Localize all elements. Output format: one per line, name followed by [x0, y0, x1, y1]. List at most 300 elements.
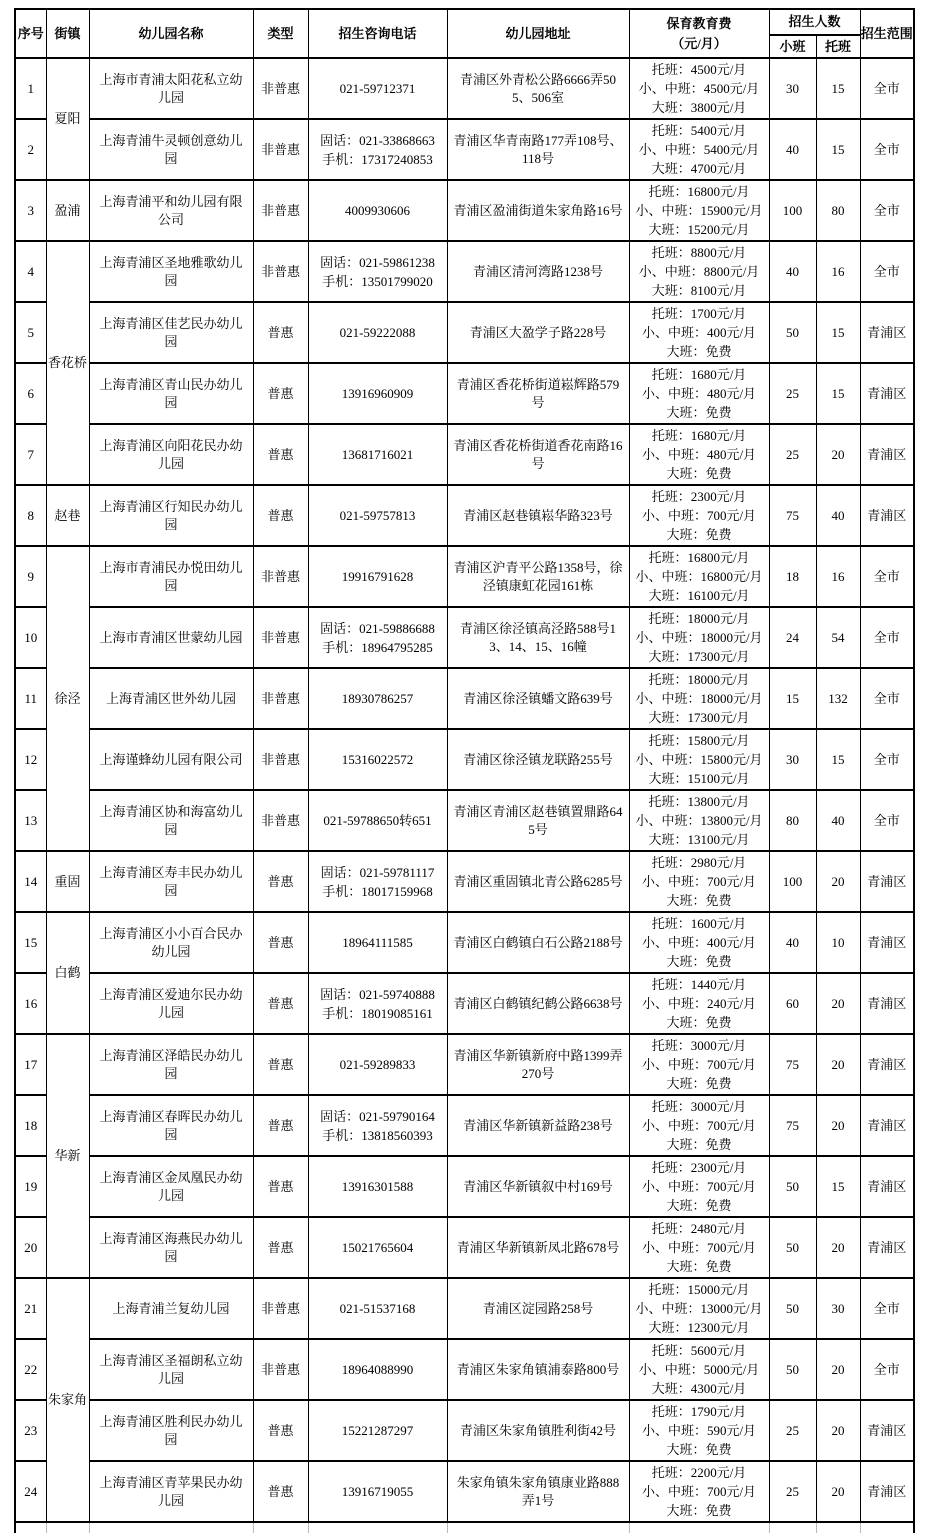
serial-cell: 17	[15, 1034, 46, 1095]
table-row	[15, 729, 914, 790]
fee-line: 大班：免费	[666, 466, 732, 481]
fee-line: 大班：免费	[666, 527, 732, 542]
type-cell: 普惠	[253, 485, 308, 546]
phone-cell	[308, 485, 447, 546]
phone-cell	[308, 1034, 447, 1095]
serial-cell: 11	[15, 668, 46, 729]
address-cell: 青浦区华新镇叙中村169号	[447, 1156, 629, 1217]
serial-cell: 2	[15, 119, 46, 180]
table-row	[15, 119, 914, 180]
name-cell: 上海青浦区向阳花民办幼儿园	[89, 424, 253, 485]
fee-line: 托班：2480元/月	[651, 1221, 747, 1236]
table-row	[15, 1095, 914, 1156]
fee-cell	[629, 1095, 769, 1156]
nursery-class-count-cell: 10	[816, 912, 860, 973]
fee-line: 大班：16100元/月	[648, 588, 750, 603]
scope-cell: 青浦区	[860, 1461, 914, 1522]
cropped-next-row	[15, 1522, 914, 1533]
small-class-count-cell: 100	[769, 180, 816, 241]
phone-cell	[308, 973, 447, 1034]
small-class-count-cell: 50	[769, 1156, 816, 1217]
phone-cell	[308, 1339, 447, 1400]
phone-line: 18964088990	[341, 1362, 414, 1377]
fee-line: 小、中班：13800元/月	[635, 813, 763, 828]
nursery-class-count-cell: 20	[816, 1461, 860, 1522]
fee-cell	[629, 912, 769, 973]
small-class-count-cell: 50	[769, 1339, 816, 1400]
small-class-count-cell: 24	[769, 607, 816, 668]
type-cell: 普惠	[253, 912, 308, 973]
name-cell: 上海青浦区青苹果民办幼儿园	[89, 1461, 253, 1522]
serial-cell: 8	[15, 485, 46, 546]
phone-line: 固话：021-59861238	[320, 254, 435, 270]
nursery-class-count-cell: 30	[816, 1278, 860, 1339]
town-cell: 香花桥	[46, 241, 89, 485]
small-class-count-cell: 25	[769, 363, 816, 424]
fee-line: 小、中班：15900元/月	[635, 203, 763, 218]
table-row	[15, 912, 914, 973]
name-cell: 上海青浦区春晖民办幼儿园	[89, 1095, 253, 1156]
phone-line: 固话：021-59886688	[320, 620, 435, 636]
nursery-class-count-cell: 16	[816, 546, 860, 607]
fee-line: 小、中班：18000元/月	[635, 691, 763, 706]
small-class-count-cell: 25	[769, 424, 816, 485]
small-class-count-cell: 40	[769, 241, 816, 302]
fee-cell	[629, 363, 769, 424]
type-cell: 普惠	[253, 973, 308, 1034]
fee-line: 托班：4500元/月	[651, 62, 747, 77]
scope-cell: 青浦区	[860, 1156, 914, 1217]
nursery-class-count-cell: 132	[816, 668, 860, 729]
fee-line: 小、中班：400元/月	[641, 935, 757, 950]
type-cell: 普惠	[253, 1461, 308, 1522]
type-cell: 非普惠	[253, 58, 308, 119]
fee-line: 大班：免费	[666, 1503, 732, 1518]
table-row	[15, 851, 914, 912]
table-row	[15, 241, 914, 302]
address-cell: 青浦区外青松公路6666弄505、506室	[447, 58, 629, 119]
fee-line: 小、中班：8800元/月	[638, 264, 760, 279]
cropped-cell	[253, 1522, 308, 1533]
fee-line: 托班：18000元/月	[648, 611, 750, 626]
name-cell: 上海青浦区爱迪尔民办幼儿园	[89, 973, 253, 1034]
type-cell: 普惠	[253, 1217, 308, 1278]
scope-cell: 青浦区	[860, 1034, 914, 1095]
town-cell: 盈浦	[46, 180, 89, 241]
name-cell: 上海青浦平和幼儿园有限公司	[89, 180, 253, 241]
phone-line: 19916791628	[341, 569, 414, 584]
phone-line: 15316022572	[341, 752, 414, 767]
fee-line: 托班：1680元/月	[651, 367, 747, 382]
name-cell: 上海青浦区金凤凰民办幼儿园	[89, 1156, 253, 1217]
name-cell: 上海青浦区行知民办幼儿园	[89, 485, 253, 546]
cropped-cell	[629, 1522, 769, 1533]
fee-line: 大班：免费	[666, 1259, 732, 1274]
header-serial: 序号	[15, 9, 46, 58]
scope-cell: 青浦区	[860, 912, 914, 973]
nursery-class-count-cell: 15	[816, 58, 860, 119]
header-small-class: 小班	[769, 35, 816, 58]
nursery-class-count-cell: 15	[816, 729, 860, 790]
phone-cell	[308, 851, 447, 912]
address-cell: 青浦区清河湾路1238号	[447, 241, 629, 302]
kindergarten-table-body	[15, 58, 914, 1533]
serial-cell: 7	[15, 424, 46, 485]
fee-line: 托班：2980元/月	[651, 855, 747, 870]
table-row	[15, 607, 914, 668]
table-row	[15, 302, 914, 363]
serial-cell: 24	[15, 1461, 46, 1522]
type-cell: 非普惠	[253, 241, 308, 302]
name-cell: 上海青浦区泽皓民办幼儿园	[89, 1034, 253, 1095]
fee-line: 小、中班：5400元/月	[638, 142, 760, 157]
phone-cell	[308, 668, 447, 729]
small-class-count-cell: 50	[769, 302, 816, 363]
table-row	[15, 546, 914, 607]
phone-line: 13916960909	[341, 386, 414, 401]
header-fee	[629, 9, 769, 58]
scope-cell: 青浦区	[860, 1400, 914, 1461]
type-cell: 普惠	[253, 1034, 308, 1095]
header-town: 街镇	[46, 9, 89, 58]
fee-cell	[629, 546, 769, 607]
fee-line: 小、中班：700元/月	[641, 1484, 757, 1499]
phone-cell	[308, 241, 447, 302]
fee-cell	[629, 180, 769, 241]
table-row	[15, 1156, 914, 1217]
header-nursery-class: 托班	[816, 35, 860, 58]
fee-line: 托班：3000元/月	[651, 1099, 747, 1114]
fee-line: 托班：5600元/月	[651, 1343, 747, 1358]
fee-line: 大班：免费	[666, 954, 732, 969]
nursery-class-count-cell: 20	[816, 1095, 860, 1156]
type-cell: 非普惠	[253, 607, 308, 668]
phone-line: 固话：021-33868663	[320, 132, 435, 148]
serial-cell: 3	[15, 180, 46, 241]
fee-cell	[629, 119, 769, 180]
nursery-class-count-cell: 15	[816, 363, 860, 424]
phone-line: 18964111585	[342, 935, 413, 950]
fee-line: 大班：15200元/月	[648, 222, 750, 237]
header-phone: 招生咨询电话	[308, 9, 447, 58]
table-header	[15, 9, 914, 58]
fee-line: 大班：15100元/月	[648, 771, 750, 786]
type-cell: 非普惠	[253, 180, 308, 241]
cropped-cell	[816, 1522, 860, 1533]
nursery-class-count-cell: 16	[816, 241, 860, 302]
fee-cell	[629, 302, 769, 363]
small-class-count-cell: 30	[769, 58, 816, 119]
address-cell: 青浦区青浦区赵巷镇置鼎路645号	[447, 790, 629, 851]
fee-cell	[629, 241, 769, 302]
table-row	[15, 1339, 914, 1400]
town-cell: 夏阳	[46, 58, 89, 180]
serial-cell: 10	[15, 607, 46, 668]
serial-cell: 13	[15, 790, 46, 851]
fee-line: 小、中班：700元/月	[641, 508, 757, 523]
address-cell: 青浦区华新镇新府中路1399弄270号	[447, 1034, 629, 1095]
nursery-class-count-cell: 40	[816, 790, 860, 851]
name-cell: 上海青浦区世外幼儿园	[89, 668, 253, 729]
phone-cell	[308, 180, 447, 241]
fee-line: 托班：5400元/月	[651, 123, 747, 138]
type-cell: 普惠	[253, 851, 308, 912]
type-cell: 非普惠	[253, 668, 308, 729]
type-cell: 普惠	[253, 1156, 308, 1217]
scope-cell: 全市	[860, 729, 914, 790]
address-cell: 青浦区徐泾镇蟠文路639号	[447, 668, 629, 729]
address-cell: 青浦区白鹤镇纪鹤公路6638号	[447, 973, 629, 1034]
fee-cell	[629, 1156, 769, 1217]
address-cell: 青浦区徐泾镇高泾路588号13、14、15、16幢	[447, 607, 629, 668]
fee-line: 小、中班：700元/月	[641, 1057, 757, 1072]
nursery-class-count-cell: 80	[816, 180, 860, 241]
type-cell: 非普惠	[253, 1339, 308, 1400]
fee-cell	[629, 1461, 769, 1522]
nursery-class-count-cell: 54	[816, 607, 860, 668]
table-row	[15, 1217, 914, 1278]
name-cell: 上海市青浦区世蒙幼儿园	[89, 607, 253, 668]
header-name: 幼儿园名称	[89, 9, 253, 58]
table-row	[15, 1034, 914, 1095]
fee-line: 大班：17300元/月	[648, 710, 750, 725]
fee-line: 大班：8100元/月	[651, 283, 747, 298]
type-cell: 普惠	[253, 1095, 308, 1156]
small-class-count-cell: 30	[769, 729, 816, 790]
phone-line: 021-59757813	[339, 508, 416, 523]
small-class-count-cell: 40	[769, 119, 816, 180]
fee-cell	[629, 1217, 769, 1278]
phone-line: 021-59712371	[339, 81, 416, 96]
address-cell: 青浦区赵巷镇崧华路323号	[447, 485, 629, 546]
header-address: 幼儿园地址	[447, 9, 629, 58]
phone-line: 固话：021-59790164	[320, 1108, 435, 1124]
phone-cell	[308, 119, 447, 180]
serial-cell: 9	[15, 546, 46, 607]
phone-line: 13916301588	[341, 1179, 414, 1194]
cropped-cell	[46, 1522, 89, 1533]
small-class-count-cell: 25	[769, 1461, 816, 1522]
fee-line: 大班：17300元/月	[648, 649, 750, 664]
name-cell: 上海青浦区青山民办幼儿园	[89, 363, 253, 424]
scope-cell: 青浦区	[860, 485, 914, 546]
phone-cell	[308, 607, 447, 668]
fee-line: 大班：免费	[666, 1015, 732, 1030]
table-row	[15, 790, 914, 851]
phone-line: 13916719055	[341, 1484, 414, 1499]
table-row	[15, 1461, 914, 1522]
nursery-class-count-cell: 20	[816, 973, 860, 1034]
header-fee-title: 保育教育费	[666, 15, 732, 31]
scope-cell: 青浦区	[860, 851, 914, 912]
fee-cell	[629, 1339, 769, 1400]
town-cell: 朱家角	[46, 1278, 89, 1522]
phone-line: 手机：13501799020	[322, 273, 433, 289]
phone-cell	[308, 729, 447, 790]
town-cell: 赵巷	[46, 485, 89, 546]
address-cell: 青浦区华新镇新凤北路678号	[447, 1217, 629, 1278]
fee-line: 大班：免费	[666, 405, 732, 420]
name-cell: 上海青浦区海燕民办幼儿园	[89, 1217, 253, 1278]
small-class-count-cell: 40	[769, 912, 816, 973]
phone-line: 固话：021-59781117	[320, 864, 435, 880]
fee-line: 大班：12300元/月	[648, 1320, 750, 1335]
header-fee-unit: （元/月）	[671, 35, 727, 51]
address-cell: 青浦区徐泾镇龙联路255号	[447, 729, 629, 790]
phone-line: 021-59222088	[339, 325, 416, 340]
name-cell: 上海市青浦民办悦田幼儿园	[89, 546, 253, 607]
type-cell: 非普惠	[253, 790, 308, 851]
phone-line: 手机：18017159968	[322, 883, 433, 899]
scope-cell: 全市	[860, 58, 914, 119]
scope-cell: 全市	[860, 607, 914, 668]
address-cell: 青浦区华青南路177弄108号、118号	[447, 119, 629, 180]
town-cell: 白鹤	[46, 912, 89, 1034]
fee-line: 托班：16800元/月	[648, 184, 750, 199]
fee-cell	[629, 668, 769, 729]
scope-cell: 青浦区	[860, 302, 914, 363]
phone-cell	[308, 1461, 447, 1522]
cropped-cell	[860, 1522, 914, 1533]
small-class-count-cell: 75	[769, 1095, 816, 1156]
phone-line: 15021765604	[341, 1240, 414, 1255]
fee-line: 小、中班：240元/月	[641, 996, 757, 1011]
serial-cell: 14	[15, 851, 46, 912]
fee-line: 托班：1440元/月	[651, 977, 747, 992]
fee-line: 大班：4700元/月	[651, 161, 747, 176]
fee-line: 小、中班：700元/月	[641, 874, 757, 889]
header-type: 类型	[253, 9, 308, 58]
phone-cell	[308, 790, 447, 851]
fee-line: 大班：免费	[666, 893, 732, 908]
fee-line: 大班：4300元/月	[651, 1381, 747, 1396]
phone-line: 固话：021-59740888	[320, 986, 435, 1002]
fee-cell	[629, 424, 769, 485]
fee-line: 小、中班：16800元/月	[635, 569, 763, 584]
phone-cell	[308, 1156, 447, 1217]
cropped-cell	[15, 1522, 46, 1533]
fee-line: 小、中班：700元/月	[641, 1179, 757, 1194]
type-cell: 非普惠	[253, 729, 308, 790]
address-cell: 青浦区大盈学子路228号	[447, 302, 629, 363]
fee-line: 托班：18000元/月	[648, 672, 750, 687]
fee-cell	[629, 607, 769, 668]
small-class-count-cell: 100	[769, 851, 816, 912]
name-cell: 上海青浦区协和海富幼儿园	[89, 790, 253, 851]
address-cell: 青浦区朱家角镇浦泰路800号	[447, 1339, 629, 1400]
fee-line: 小、中班：4500元/月	[638, 81, 760, 96]
phone-cell	[308, 363, 447, 424]
table-row	[15, 1278, 914, 1339]
serial-cell: 5	[15, 302, 46, 363]
fee-line: 大班：免费	[666, 1442, 732, 1457]
serial-cell: 23	[15, 1400, 46, 1461]
serial-cell: 12	[15, 729, 46, 790]
small-class-count-cell: 75	[769, 1034, 816, 1095]
phone-line: 手机：18964795285	[322, 639, 433, 655]
fee-line: 大班：3800元/月	[651, 100, 747, 115]
type-cell: 非普惠	[253, 119, 308, 180]
phone-cell	[308, 424, 447, 485]
fee-cell	[629, 485, 769, 546]
fee-line: 托班：8800元/月	[651, 245, 747, 260]
name-cell: 上海谨蜂幼儿园有限公司	[89, 729, 253, 790]
scope-cell: 青浦区	[860, 424, 914, 485]
table-row	[15, 668, 914, 729]
fee-line: 小、中班：480元/月	[641, 386, 757, 401]
small-class-count-cell: 50	[769, 1278, 816, 1339]
phone-line: 021-59289833	[339, 1057, 416, 1072]
address-cell: 青浦区沪青平公路1358号，徐泾镇康虹花园161栋	[447, 546, 629, 607]
fee-cell	[629, 851, 769, 912]
phone-cell	[308, 1095, 447, 1156]
kindergarten-table	[14, 8, 915, 1533]
fee-cell	[629, 729, 769, 790]
fee-line: 小、中班：5000元/月	[638, 1362, 760, 1377]
phone-line: 15221287297	[341, 1423, 414, 1438]
name-cell: 上海青浦区寿丰民办幼儿园	[89, 851, 253, 912]
fee-line: 托班：1700元/月	[651, 306, 747, 321]
phone-line: 手机：17317240853	[322, 151, 433, 167]
serial-cell: 19	[15, 1156, 46, 1217]
type-cell: 普惠	[253, 302, 308, 363]
name-cell: 上海青浦兰复幼儿园	[89, 1278, 253, 1339]
cropped-cell	[308, 1522, 447, 1533]
serial-cell: 21	[15, 1278, 46, 1339]
table-row	[15, 424, 914, 485]
small-class-count-cell: 15	[769, 668, 816, 729]
fee-line: 小、中班：700元/月	[641, 1240, 757, 1255]
serial-cell: 16	[15, 973, 46, 1034]
table-row	[15, 485, 914, 546]
address-cell: 青浦区重固镇北青公路6285号	[447, 851, 629, 912]
town-cell: 华新	[46, 1034, 89, 1278]
nursery-class-count-cell: 20	[816, 1339, 860, 1400]
fee-line: 托班：13800元/月	[648, 794, 750, 809]
serial-cell: 6	[15, 363, 46, 424]
type-cell: 非普惠	[253, 546, 308, 607]
phone-cell	[308, 912, 447, 973]
table-row	[15, 363, 914, 424]
fee-line: 托班：16800元/月	[648, 550, 750, 565]
phone-cell	[308, 546, 447, 607]
fee-cell	[629, 1278, 769, 1339]
nursery-class-count-cell: 20	[816, 1400, 860, 1461]
small-class-count-cell: 80	[769, 790, 816, 851]
name-cell: 上海青浦区小小百合民办幼儿园	[89, 912, 253, 973]
fee-line: 小、中班：400元/月	[641, 325, 757, 340]
address-cell: 青浦区白鹤镇白石公路2188号	[447, 912, 629, 973]
fee-line: 托班：2200元/月	[651, 1465, 747, 1480]
scope-cell: 全市	[860, 1278, 914, 1339]
serial-cell: 15	[15, 912, 46, 973]
phone-line: 手机：13818560393	[322, 1127, 433, 1143]
cropped-cell	[447, 1522, 629, 1533]
fee-line: 托班：3000元/月	[651, 1038, 747, 1053]
fee-line: 托班：2300元/月	[651, 1160, 747, 1175]
fee-cell	[629, 973, 769, 1034]
scope-cell: 青浦区	[860, 1217, 914, 1278]
type-cell: 普惠	[253, 1400, 308, 1461]
serial-cell: 18	[15, 1095, 46, 1156]
scope-cell: 青浦区	[860, 363, 914, 424]
phone-line: 18930786257	[341, 691, 414, 706]
cropped-cell	[89, 1522, 253, 1533]
nursery-class-count-cell: 15	[816, 1156, 860, 1217]
town-cell: 重固	[46, 851, 89, 912]
header-enrollment: 招生人数	[769, 9, 860, 35]
table-row	[15, 1400, 914, 1461]
